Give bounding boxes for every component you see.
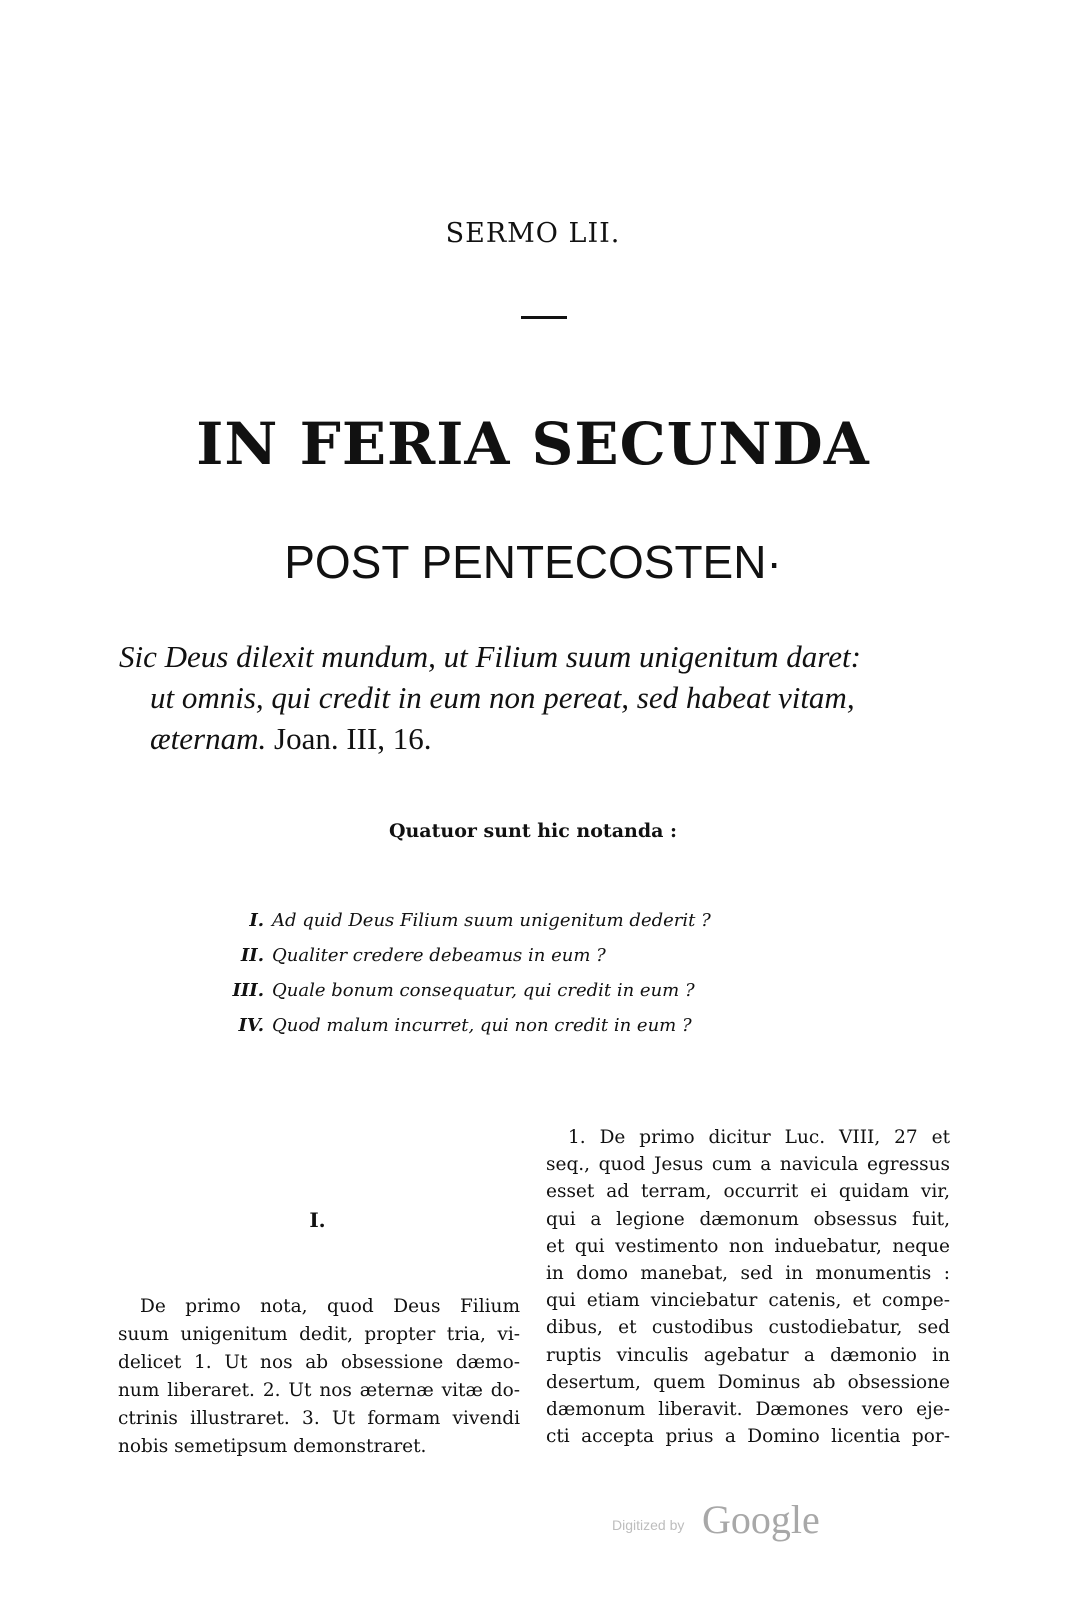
question-text: Qualiter credere debeamus in eum ? — [272, 945, 606, 966]
left-column-text — [118, 1293, 520, 1461]
list-item — [224, 903, 824, 938]
text-line: desertum, quem Dominus ab obsessione — [546, 1371, 950, 1393]
text-line: et qui vestimento non induebatur, neque — [546, 1235, 950, 1257]
text-line: cti accepta prius a Domino licentia por- — [546, 1426, 950, 1448]
list-item — [224, 938, 824, 973]
question-list — [224, 903, 824, 1043]
watermark-prefix: Digitized by — [612, 1517, 685, 1533]
title-divider — [521, 316, 567, 319]
quote-line-1: Sic Deus dilexit mundum, ut Filium suum unigenitum daret: — [119, 639, 861, 674]
text-line: esset ad terram, occurrit ei quidam vir, — [546, 1181, 950, 1203]
quote-line-3-text: æternam. — [150, 721, 267, 756]
question-number: I. — [249, 910, 264, 931]
page-title: IN FERIA SECUNDA — [196, 410, 870, 478]
quote-reference: Joan. III, 16. — [274, 721, 432, 756]
text-line: ctrinis illustraret. 3. Ut formam vivendi — [118, 1408, 520, 1429]
question-text: Quod malum incurret, qui non credit in eum ? — [272, 1015, 692, 1036]
question-text: Quale bonum consequatur, qui credit in eum ? — [272, 980, 695, 1001]
quote-line-3 — [119, 718, 964, 759]
text-line: qui etiam vinciebatur catenis, et compe- — [546, 1290, 950, 1312]
right-column-text — [546, 1124, 950, 1450]
question-number: II. — [240, 945, 264, 966]
text-line: qui a legione dæmonum obsessus fuit, — [546, 1208, 950, 1230]
google-logo: Google — [702, 1497, 820, 1542]
question-number: III. — [232, 980, 264, 1001]
text-line: De primo nota, quod Deus Filium — [140, 1296, 520, 1317]
section-number: I. — [309, 1208, 326, 1232]
text-line: seq., quod Jesus cum a navicula egressus — [546, 1154, 950, 1176]
sermon-number: SERMO LII. — [445, 218, 621, 249]
quote-line-2: ut omnis, qui credit in eum non pereat, sed habeat vitam, — [150, 680, 855, 715]
question-number: IV. — [238, 1015, 264, 1036]
list-item — [224, 973, 824, 1008]
page-subtitle: POST PENTECOSTEN· — [284, 536, 782, 588]
text-line: 1. De primo dicitur Luc. VIII, 27 et — [568, 1127, 950, 1148]
text-line: dibus, et custodibus custodiebatur, sed — [546, 1317, 950, 1339]
text-line: nobis semetipsum demonstraret. — [118, 1436, 427, 1457]
scripture-quote — [119, 636, 964, 759]
intro-heading: Quatuor sunt hic notanda : — [388, 820, 678, 842]
list-item — [224, 1008, 824, 1043]
text-line: dæmonum liberavit. Dæmones vero eje- — [546, 1399, 950, 1421]
text-line: in domo manebat, sed in monumentis : — [546, 1263, 950, 1285]
question-text: Ad quid Deus Filium suum unigenitum dederit ? — [272, 910, 711, 931]
text-line: delicet 1. Ut nos ab obsessione dæmo- — [118, 1352, 520, 1373]
text-line: suum unigenitum dedit, propter tria, vi- — [118, 1324, 520, 1345]
text-line: num liberaret. 2. Ut nos æternæ vitæ do- — [118, 1380, 520, 1401]
text-line: ruptis vinculis agebatur a dæmonio in — [546, 1344, 950, 1366]
